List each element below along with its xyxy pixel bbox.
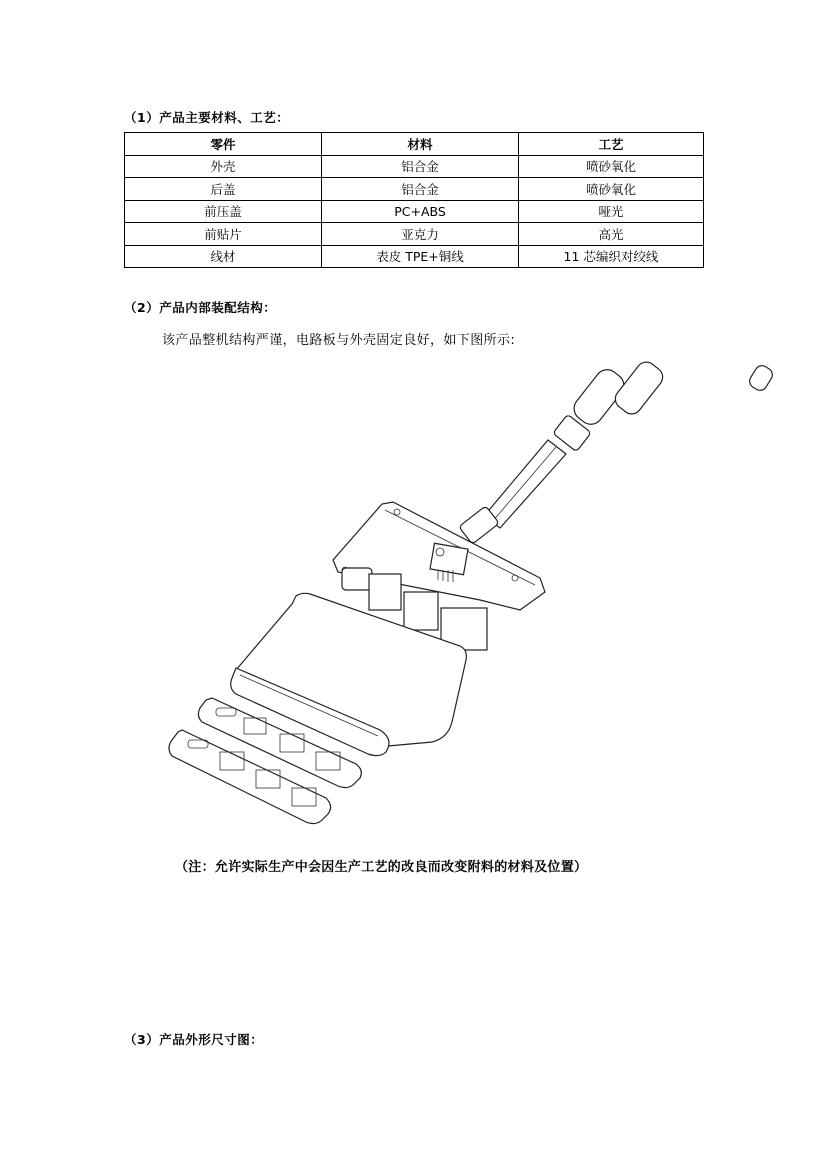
cell-material: 亚克力 bbox=[322, 223, 519, 246]
header-material: 材料 bbox=[322, 133, 519, 156]
cell-part: 线材 bbox=[125, 245, 322, 268]
cell-material: 铝合金 bbox=[322, 155, 519, 178]
section2-heading: （2）产品内部装配结构： bbox=[124, 300, 277, 315]
cell-process: 喷砂氧化 bbox=[519, 178, 704, 201]
table-row bbox=[125, 223, 704, 246]
table-row bbox=[125, 178, 704, 201]
header-part: 零件 bbox=[125, 133, 322, 156]
cell-part: 外壳 bbox=[125, 155, 322, 178]
table-header-row bbox=[125, 133, 704, 156]
note-text: （注：允许实际生产中会因生产工艺的改良而改变附料的材料及位置） bbox=[175, 860, 588, 875]
section3-heading: （3）产品外形尺寸图： bbox=[124, 1032, 264, 1047]
cell-part: 前压盖 bbox=[125, 200, 322, 223]
cell-material: 表皮 TPE+铜线 bbox=[322, 245, 519, 268]
cell-material: 铝合金 bbox=[322, 178, 519, 201]
section2-paragraph: 该产品整机结构严谨，电路板与外壳固定良好，如下图所示: bbox=[162, 333, 516, 348]
section1-heading: （1）产品主要材料、工艺： bbox=[124, 110, 290, 125]
cell-process: 哑光 bbox=[519, 200, 704, 223]
assembly-exploded-diagram bbox=[160, 360, 780, 840]
cell-material: PC+ABS bbox=[322, 200, 519, 223]
table-row bbox=[125, 155, 704, 178]
cell-part: 后盖 bbox=[125, 178, 322, 201]
materials-table bbox=[124, 132, 704, 268]
cell-part: 前贴片 bbox=[125, 223, 322, 246]
cell-process: 11 芯编织对绞线 bbox=[519, 245, 704, 268]
cell-process: 高光 bbox=[519, 223, 704, 246]
table-row bbox=[125, 200, 704, 223]
table-row bbox=[125, 245, 704, 268]
usb-c-cable bbox=[459, 360, 775, 544]
cell-process: 喷砂氧化 bbox=[519, 155, 704, 178]
header-process: 工艺 bbox=[519, 133, 704, 156]
